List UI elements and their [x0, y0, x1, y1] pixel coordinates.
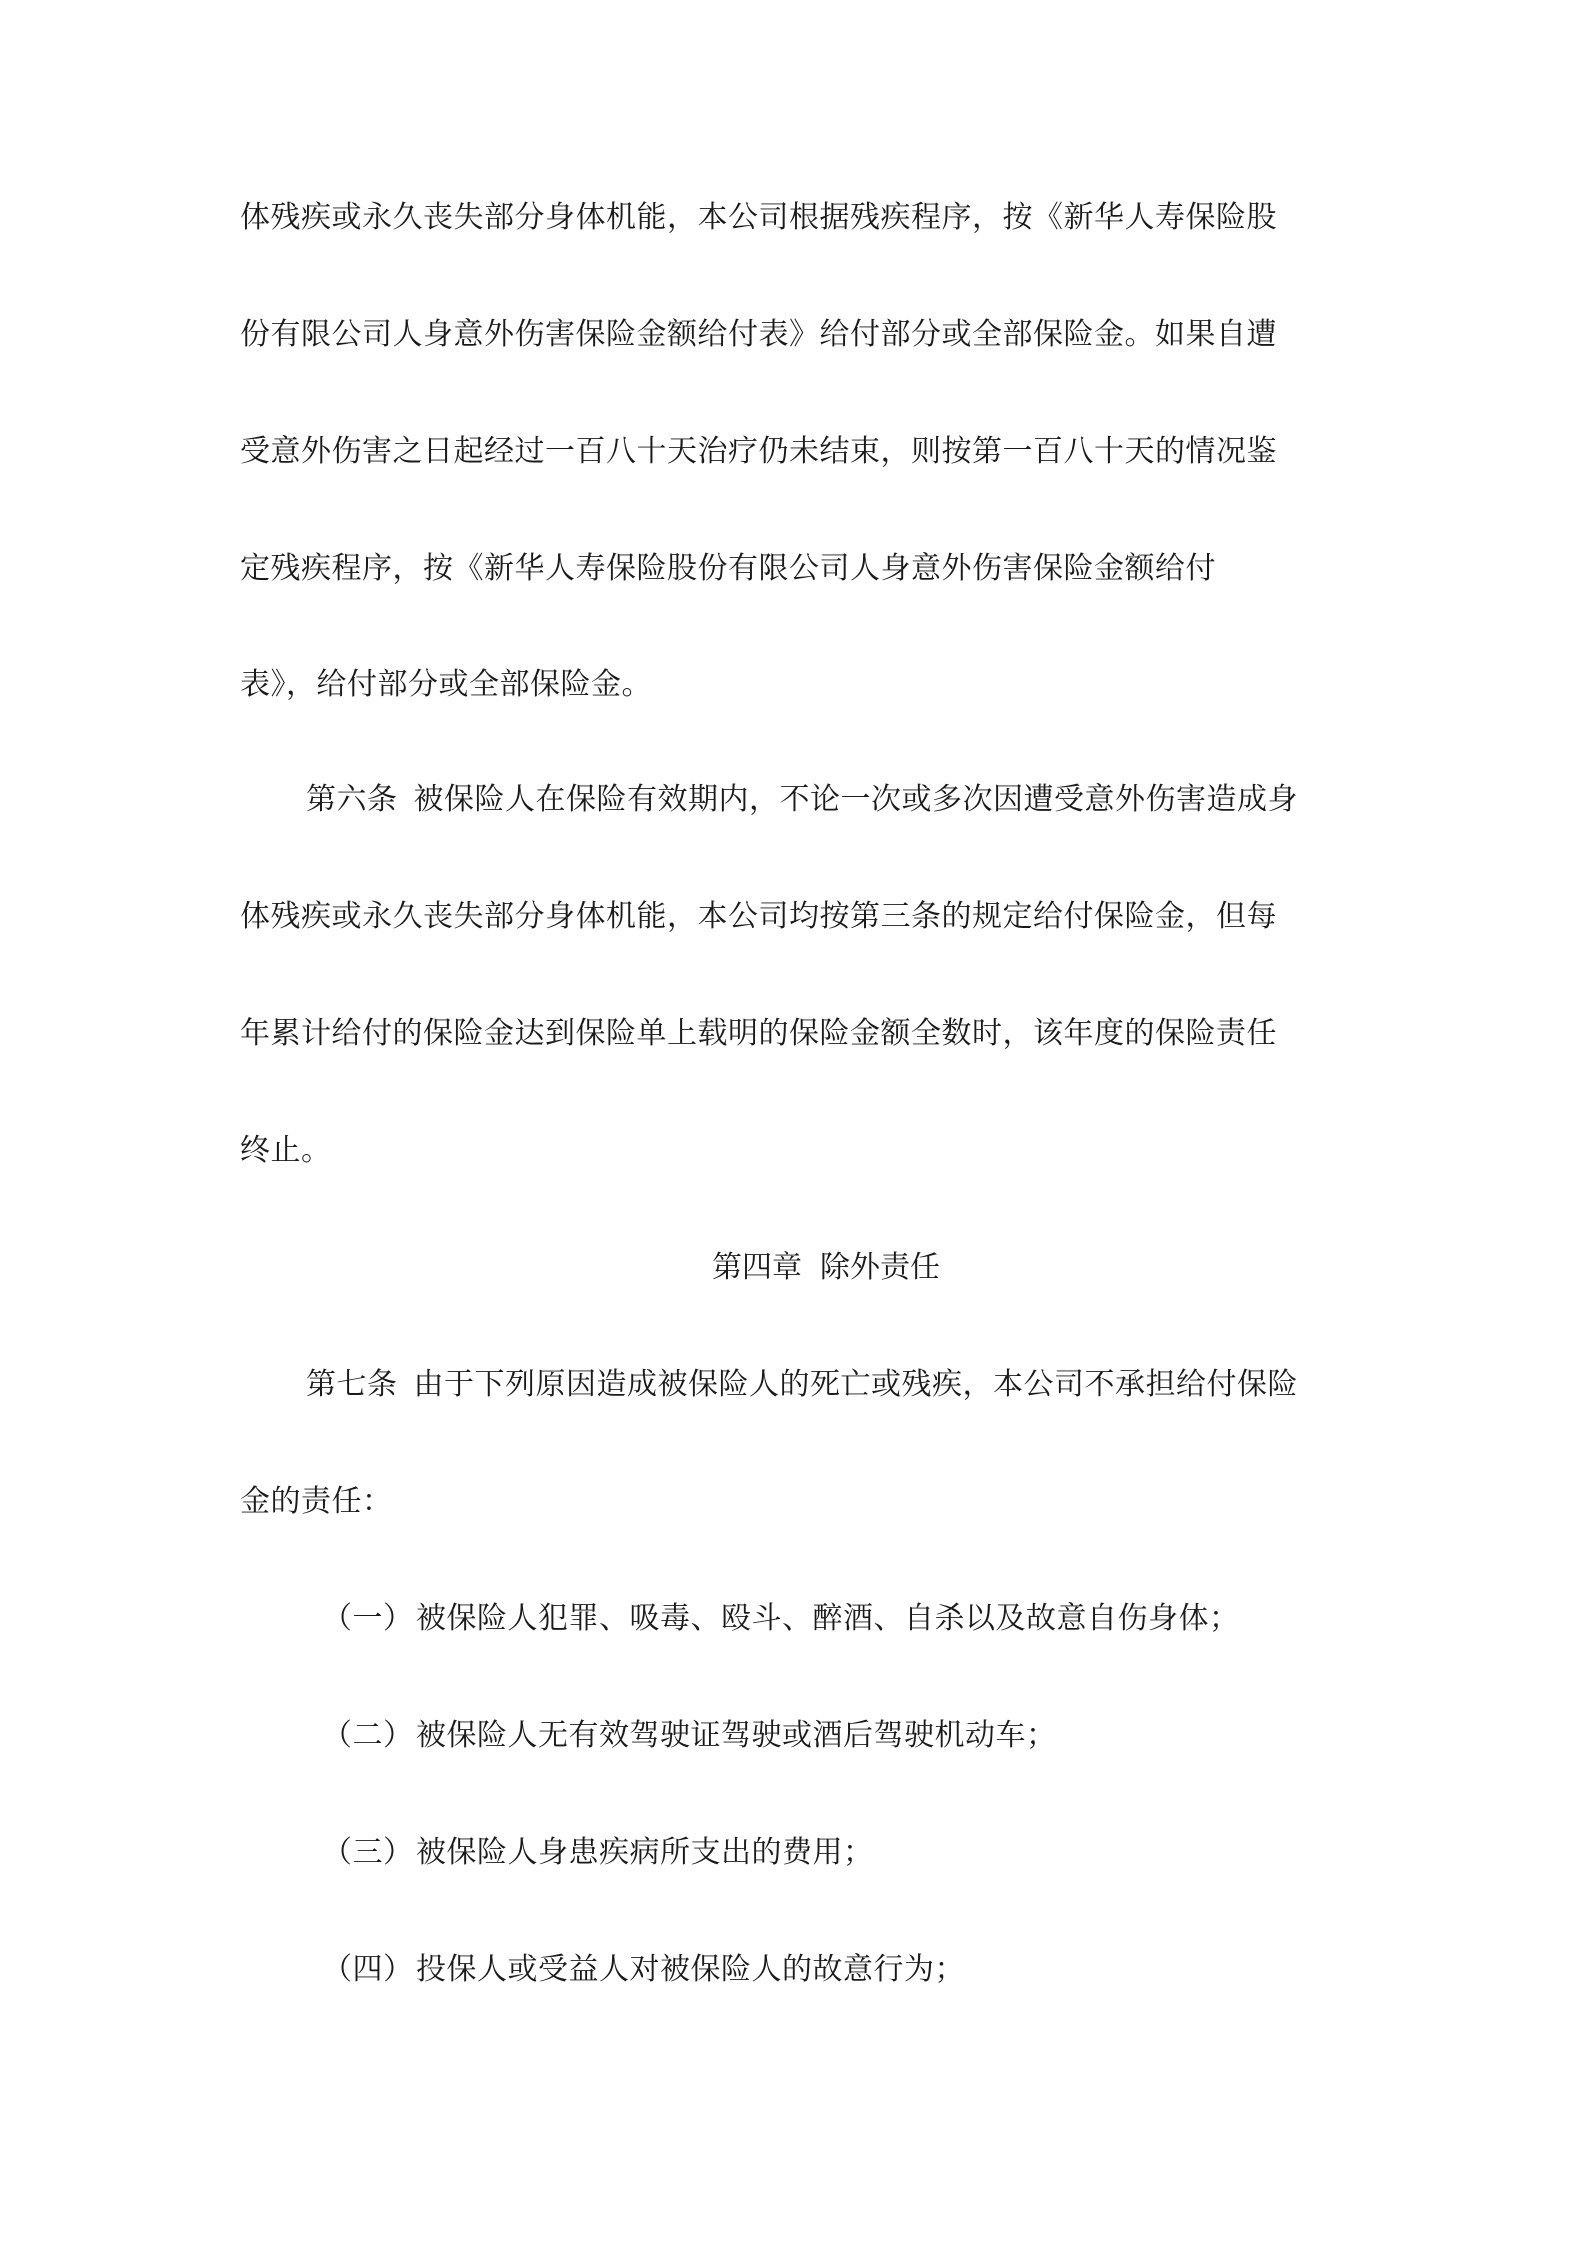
article-text: 由于下列原因造成被保险人的死亡或残疾，本公司不承担给付保险: [413, 1367, 1298, 1402]
body-text-line: 终止。: [240, 1133, 332, 1168]
list-item: [322, 1599, 1240, 1639]
article-7-first-line: [306, 1365, 1298, 1405]
list-item-text: 被保险人犯罪、吸毒、殴斗、醉酒、自杀以及故意自伤身体；: [416, 1601, 1240, 1636]
list-item-number: （三）: [322, 1835, 414, 1870]
body-text-line: 体残疾或永久丧失部分身体机能，本公司均按第三条的规定给付保险金，但每: [240, 899, 1277, 934]
chapter-number: 第四章: [712, 1250, 802, 1285]
list-item-number: （二）: [322, 1718, 414, 1753]
list-item-number: （四）: [322, 1952, 414, 1987]
article-label: 第六条: [306, 782, 398, 817]
list-item: [322, 1833, 874, 1873]
body-text-line: 受意外伤害之日起经过一百八十天治疗仍未结束，则按第一百八十天的情况鉴: [240, 434, 1277, 469]
body-text-line: 体残疾或永久丧失部分身体机能，本公司根据残疾程序，按《新华人寿保险股: [240, 200, 1277, 235]
body-text-line: 表》，给付部分或全部保险金。: [240, 667, 652, 702]
list-item-text: 被保险人身患疾病所支出的费用；: [416, 1835, 874, 1870]
list-item: [322, 1950, 965, 1990]
list-item: [322, 1716, 1057, 1756]
list-item-text: 投保人或受益人对被保险人的故意行为；: [416, 1952, 965, 1987]
chapter-heading: [712, 1248, 940, 1288]
body-text-line: 份有限公司人身意外伤害保险金额给付表》给付部分或全部保险金。如果自遭: [240, 317, 1277, 352]
article-label: 第七条: [306, 1367, 398, 1402]
body-text-line: 金的责任：: [240, 1484, 393, 1519]
body-text-line: 定残疾程序，按《新华人寿保险股份有限公司人身意外伤害保险金额给付: [240, 551, 1216, 586]
article-text: 被保险人在保险有效期内，不论一次或多次因遭受意外伤害造成身: [413, 782, 1298, 817]
chapter-title: 除外责任: [820, 1250, 940, 1285]
article-6-first-line: [306, 780, 1298, 820]
list-item-number: （一）: [322, 1601, 414, 1636]
body-text-line: 年累计给付的保险金达到保险单上载明的保险金额全数时，该年度的保险责任: [240, 1016, 1277, 1051]
list-item-text: 被保险人无有效驾驶证驾驶或酒后驾驶机动车；: [416, 1718, 1057, 1753]
